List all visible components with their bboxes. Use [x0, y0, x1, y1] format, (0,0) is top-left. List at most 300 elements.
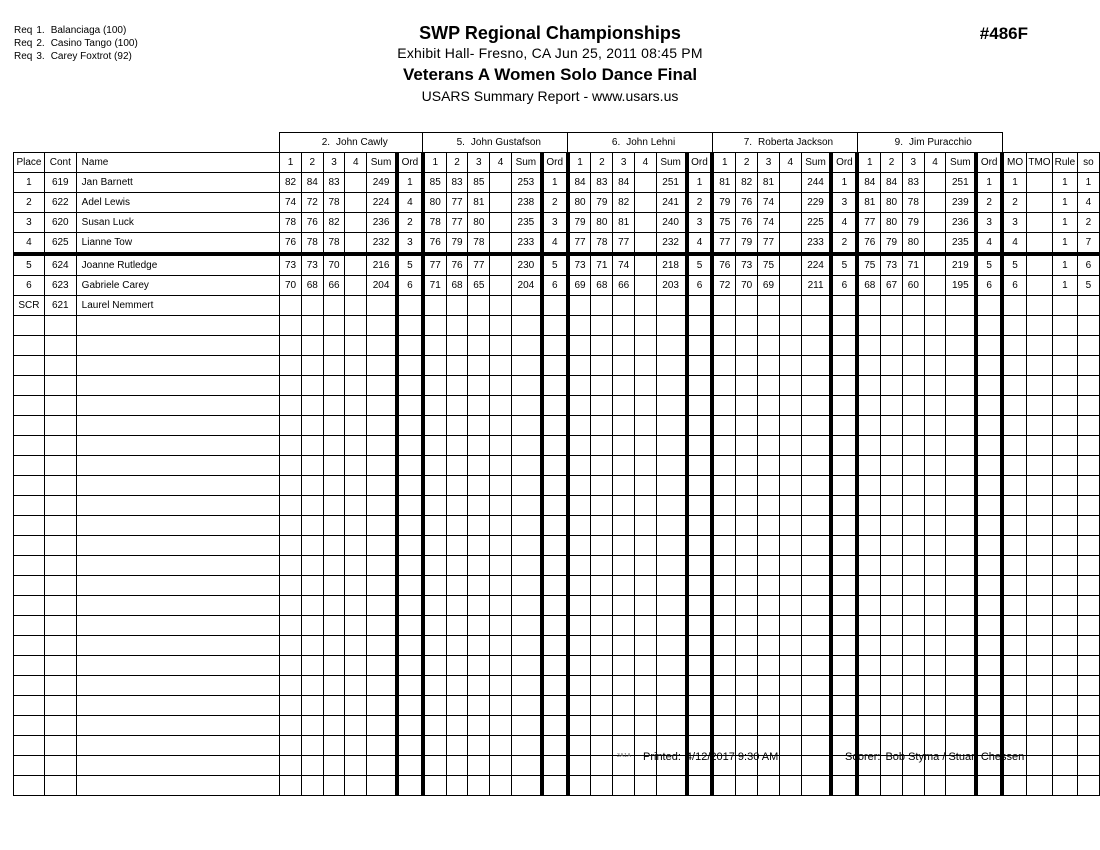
- cell-skater-name: Jan Barnett: [76, 173, 279, 193]
- cell-j5-ord: [976, 476, 1002, 496]
- cell-j3-score-4: [635, 173, 657, 193]
- cell-j3-sum: [656, 376, 686, 396]
- cell-mo: 1: [1002, 173, 1026, 193]
- cell-j1-sum: 204: [367, 276, 397, 296]
- cell-j2-score-3: [468, 436, 490, 456]
- col-header-j1-2: 2: [301, 153, 323, 173]
- cell-tmo: [1026, 173, 1052, 193]
- cell-j2-score-4: [490, 233, 512, 255]
- cell-j1-score-4: [345, 656, 367, 676]
- requirement-text: Carey Foxtrot (92): [50, 51, 132, 62]
- cell-tmo: [1026, 376, 1052, 396]
- cell-j4-score-4: [779, 736, 801, 756]
- judge-banner-spacer-place: [14, 133, 45, 153]
- cell-j1-score-4: [345, 193, 367, 213]
- cell-j3-ord: [687, 436, 713, 456]
- cell-j4-score-1: [712, 556, 735, 576]
- col-header-cont: Cont: [44, 153, 76, 173]
- cell-j1-score-1: [280, 336, 302, 356]
- cell-tmo: [1026, 716, 1052, 736]
- cell-j2-score-3: 77: [468, 254, 490, 276]
- cell-j3-score-4: [635, 596, 657, 616]
- cell-j4-score-2: [736, 496, 758, 516]
- cell-j3-sum: [656, 496, 686, 516]
- cell-j3-score-4: [635, 636, 657, 656]
- cell-j2-sum: 235: [511, 213, 541, 233]
- cell-j4-score-4: [779, 776, 801, 796]
- cell-j2-score-3: [468, 496, 490, 516]
- cell-j1-score-4: [345, 676, 367, 696]
- cell-j1-score-2: [301, 476, 323, 496]
- cell-j2-score-2: [446, 396, 468, 416]
- cell-j3-score-4: [635, 336, 657, 356]
- cell-j5-ord: [976, 516, 1002, 536]
- cell-j5-sum: [946, 636, 976, 656]
- cell-j2-score-3: [468, 776, 490, 796]
- table-row-blank: [14, 696, 1100, 716]
- cell-j4-sum: 211: [801, 276, 831, 296]
- cell-j2-sum: [511, 396, 541, 416]
- cell-j2-score-3: [468, 716, 490, 736]
- cell-j4-score-3: 69: [758, 276, 780, 296]
- cell-j5-score-4: [924, 636, 946, 656]
- cell-rule: [1052, 676, 1077, 696]
- cell-tmo: [1026, 456, 1052, 476]
- cell-j1-score-1: [280, 516, 302, 536]
- cell-j4-score-2: [736, 316, 758, 336]
- cell-j3-ord: 3: [687, 213, 713, 233]
- cell-j1-score-1: [280, 616, 302, 636]
- form-code: 3A1A: [617, 753, 632, 759]
- col-header-j2-ord: Ord: [542, 153, 568, 173]
- cell-j3-score-1: [568, 616, 591, 636]
- cell-j2-ord: [542, 496, 568, 516]
- cell-j2-ord: [542, 576, 568, 596]
- cell-j3-ord: [687, 636, 713, 656]
- cell-j1-score-4: [345, 276, 367, 296]
- cell-mo: 3: [1002, 213, 1026, 233]
- cell-j3-ord: [687, 496, 713, 516]
- table-row-blank: [14, 316, 1100, 336]
- cell-j1-score-4: [345, 436, 367, 456]
- cell-j4-ord: [831, 576, 857, 596]
- cell-j2-score-4: [490, 576, 512, 596]
- col-header-j3-sum: Sum: [656, 153, 686, 173]
- cell-skater-name: [76, 476, 279, 496]
- cell-skater-name: [76, 696, 279, 716]
- cell-contestant-number: [44, 716, 76, 736]
- cell-j5-score-1: [857, 516, 880, 536]
- cell-tmo: [1026, 356, 1052, 376]
- cell-tmo: [1026, 556, 1052, 576]
- table-row: [14, 233, 1100, 255]
- cell-j2-score-2: [446, 696, 468, 716]
- cell-j5-score-3: 83: [902, 173, 924, 193]
- cell-place: [14, 336, 45, 356]
- cell-j3-score-3: [613, 456, 635, 476]
- cell-j5-score-4: [924, 296, 946, 316]
- cell-rule: [1052, 516, 1077, 536]
- cell-j2-sum: 204: [511, 276, 541, 296]
- cell-j2-score-1: [423, 376, 446, 396]
- cell-j5-score-3: [902, 376, 924, 396]
- cell-j4-score-3: [758, 316, 780, 336]
- cell-j1-sum: [367, 316, 397, 336]
- cell-skater-name: [76, 396, 279, 416]
- table-row-blank: [14, 376, 1100, 396]
- cell-j3-ord: [687, 616, 713, 636]
- cell-j2-ord: [542, 696, 568, 716]
- cell-j3-score-4: [635, 233, 657, 255]
- cell-j1-ord: 4: [397, 193, 423, 213]
- cell-j5-score-1: [857, 776, 880, 796]
- cell-j4-score-1: [712, 396, 735, 416]
- cell-contestant-number: [44, 396, 76, 416]
- cell-place: 4: [14, 233, 45, 255]
- cell-j2-ord: [542, 676, 568, 696]
- requirement-number: 2.: [36, 38, 45, 49]
- cell-j1-score-4: [345, 716, 367, 736]
- judge-banner-row: [14, 133, 1100, 153]
- cell-j5-score-3: [902, 676, 924, 696]
- cell-j4-sum: [801, 296, 831, 316]
- cell-j3-score-1: [568, 496, 591, 516]
- cell-j3-score-2: [591, 756, 613, 776]
- table-row: [14, 254, 1100, 276]
- cell-j2-sum: [511, 636, 541, 656]
- cell-j4-score-1: [712, 416, 735, 436]
- cell-j2-score-3: [468, 356, 490, 376]
- cell-j5-score-4: [924, 616, 946, 636]
- cell-j2-score-2: [446, 356, 468, 376]
- cell-j2-score-1: [423, 456, 446, 476]
- cell-j3-ord: 1: [687, 173, 713, 193]
- cell-j4-score-2: [736, 436, 758, 456]
- cell-j4-score-1: [712, 316, 735, 336]
- cell-contestant-number: [44, 736, 76, 756]
- cell-j1-score-1: 70: [280, 276, 302, 296]
- cell-j2-score-2: 83: [446, 173, 468, 193]
- cell-j4-sum: [801, 456, 831, 476]
- cell-place: [14, 436, 45, 456]
- cell-so: [1077, 376, 1099, 396]
- cell-tmo: [1026, 576, 1052, 596]
- event-venue-datetime: Exhibit Hall- Fresno, CA Jun 25, 2011 08:45 PM: [397, 45, 703, 61]
- cell-j1-sum: [367, 716, 397, 736]
- cell-j4-score-1: [712, 716, 735, 736]
- cell-j5-score-4: [924, 776, 946, 796]
- cell-j5-score-2: 80: [881, 193, 903, 213]
- cell-j5-score-1: [857, 556, 880, 576]
- cell-j3-score-4: [635, 476, 657, 496]
- cell-j1-score-2: [301, 416, 323, 436]
- col-header-j1-1: 1: [280, 153, 302, 173]
- cell-j3-score-1: [568, 316, 591, 336]
- cell-j4-ord: [831, 296, 857, 316]
- cell-j5-score-3: [902, 356, 924, 376]
- cell-j4-score-2: 73: [736, 254, 758, 276]
- cell-j2-score-1: [423, 356, 446, 376]
- cell-place: SCR: [14, 296, 45, 316]
- cell-j1-score-3: 82: [323, 213, 345, 233]
- cell-j3-score-4: [635, 536, 657, 556]
- cell-j5-score-4: [924, 356, 946, 376]
- cell-j4-sum: [801, 596, 831, 616]
- cell-tmo: [1026, 316, 1052, 336]
- cell-j2-score-2: [446, 516, 468, 536]
- cell-skater-name: [76, 556, 279, 576]
- cell-j5-score-4: [924, 656, 946, 676]
- cell-j3-score-2: [591, 696, 613, 716]
- cell-contestant-number: [44, 576, 76, 596]
- cell-j1-score-4: [345, 316, 367, 336]
- cell-j1-score-2: [301, 756, 323, 776]
- cell-j5-sum: [946, 516, 976, 536]
- cell-j2-ord: 4: [542, 233, 568, 255]
- cell-j3-ord: [687, 716, 713, 736]
- cell-j2-ord: [542, 336, 568, 356]
- cell-j1-score-4: [345, 376, 367, 396]
- cell-j2-ord: [542, 456, 568, 476]
- cell-j1-ord: [397, 396, 423, 416]
- cell-so: [1077, 556, 1099, 576]
- cell-j2-score-2: [446, 656, 468, 676]
- cell-mo: [1002, 396, 1026, 416]
- cell-j4-score-2: [736, 456, 758, 476]
- cell-j3-score-1: [568, 596, 591, 616]
- cell-j1-score-3: [323, 396, 345, 416]
- cell-rule: [1052, 556, 1077, 576]
- cell-j5-score-3: [902, 456, 924, 476]
- cell-tmo: [1026, 254, 1052, 276]
- cell-j5-ord: [976, 496, 1002, 516]
- cell-j1-ord: 2: [397, 213, 423, 233]
- cell-j5-ord: [976, 596, 1002, 616]
- cell-j4-score-2: [736, 676, 758, 696]
- cell-j2-sum: [511, 456, 541, 476]
- judge-header-1: [280, 133, 423, 153]
- cell-j4-score-4: [779, 676, 801, 696]
- cell-j4-score-4: [779, 416, 801, 436]
- table-row-blank: [14, 416, 1100, 436]
- cell-j5-score-3: [902, 696, 924, 716]
- cell-j5-sum: [946, 616, 976, 636]
- cell-j3-score-2: [591, 436, 613, 456]
- event-title: SWP Regional Championships: [419, 23, 681, 43]
- cell-j5-ord: [976, 656, 1002, 676]
- judge-number: 2.: [321, 137, 331, 148]
- cell-j3-score-1: [568, 696, 591, 716]
- cell-place: 5: [14, 254, 45, 276]
- cell-j4-score-1: 75: [712, 213, 735, 233]
- cell-j3-score-2: 83: [591, 173, 613, 193]
- cell-j2-score-4: [490, 376, 512, 396]
- cell-j1-sum: [367, 416, 397, 436]
- cell-j2-score-4: [490, 556, 512, 576]
- cell-j4-score-4: [779, 696, 801, 716]
- cell-j2-score-4: [490, 636, 512, 656]
- cell-skater-name: [76, 316, 279, 336]
- cell-contestant-number: 623: [44, 276, 76, 296]
- cell-j4-sum: 244: [801, 173, 831, 193]
- cell-j3-score-1: [568, 556, 591, 576]
- cell-j3-sum: [656, 616, 686, 636]
- cell-j1-ord: 1: [397, 173, 423, 193]
- cell-j1-score-4: [345, 416, 367, 436]
- cell-j1-score-2: [301, 696, 323, 716]
- table-row-blank: [14, 616, 1100, 636]
- cell-j4-score-3: [758, 376, 780, 396]
- cell-j4-sum: [801, 756, 831, 776]
- cell-j2-score-1: 85: [423, 173, 446, 193]
- cell-j4-ord: [831, 536, 857, 556]
- cell-rule: [1052, 656, 1077, 676]
- table-row-blank: [14, 596, 1100, 616]
- cell-j1-score-3: 78: [323, 193, 345, 213]
- cell-j3-score-3: 77: [613, 233, 635, 255]
- cell-j4-ord: [831, 416, 857, 436]
- cell-j5-score-3: [902, 616, 924, 636]
- cell-j4-score-4: [779, 716, 801, 736]
- cell-j4-score-3: [758, 556, 780, 576]
- cell-j4-ord: [831, 696, 857, 716]
- cell-j1-score-2: [301, 316, 323, 336]
- judge-name: John Gustafson: [470, 137, 541, 148]
- cell-j5-score-2: [881, 616, 903, 636]
- cell-j4-sum: [801, 716, 831, 736]
- cell-j5-sum: [946, 396, 976, 416]
- cell-j2-ord: [542, 516, 568, 536]
- cell-j2-ord: [542, 656, 568, 676]
- cell-j5-score-2: [881, 496, 903, 516]
- cell-j5-score-4: [924, 396, 946, 416]
- cell-j2-sum: [511, 756, 541, 776]
- cell-j5-score-1: [857, 396, 880, 416]
- cell-skater-name: [76, 596, 279, 616]
- cell-j2-score-2: [446, 496, 468, 516]
- cell-j2-ord: [542, 476, 568, 496]
- cell-j2-score-3: [468, 596, 490, 616]
- cell-j3-sum: [656, 436, 686, 456]
- cell-mo: 4: [1002, 233, 1026, 255]
- cell-j1-ord: [397, 676, 423, 696]
- cell-j3-score-1: [568, 356, 591, 376]
- cell-j2-ord: [542, 536, 568, 556]
- scorer-value: Bob Styma / Stuart Chessen: [885, 751, 1025, 763]
- cell-contestant-number: [44, 496, 76, 516]
- judge-header-4: [712, 133, 857, 153]
- cell-j5-score-4: [924, 716, 946, 736]
- cell-j5-score-3: 78: [902, 193, 924, 213]
- cell-j5-score-2: [881, 556, 903, 576]
- cell-j1-score-1: [280, 636, 302, 656]
- cell-contestant-number: [44, 696, 76, 716]
- cell-j2-sum: 230: [511, 254, 541, 276]
- cell-j4-score-1: 77: [712, 233, 735, 255]
- cell-j4-score-2: 76: [736, 213, 758, 233]
- table-row: [14, 173, 1100, 193]
- cell-place: [14, 476, 45, 496]
- cell-j4-ord: [831, 376, 857, 396]
- cell-skater-name: Adel Lewis: [76, 193, 279, 213]
- cell-j3-score-3: 84: [613, 173, 635, 193]
- cell-j1-sum: [367, 356, 397, 376]
- cell-place: [14, 636, 45, 656]
- cell-mo: 2: [1002, 193, 1026, 213]
- cell-j5-score-4: [924, 173, 946, 193]
- cell-j5-ord: 2: [976, 193, 1002, 213]
- cell-rule: [1052, 616, 1077, 636]
- cell-j5-score-3: [902, 436, 924, 456]
- cell-j5-sum: 239: [946, 193, 976, 213]
- cell-j2-score-1: [423, 496, 446, 516]
- cell-rule: 1: [1052, 233, 1077, 255]
- cell-j1-score-4: [345, 173, 367, 193]
- cell-j5-ord: [976, 716, 1002, 736]
- cell-j2-score-1: [423, 296, 446, 316]
- cell-skater-name: [76, 676, 279, 696]
- cell-j2-sum: [511, 296, 541, 316]
- cell-j4-score-4: [779, 636, 801, 656]
- cell-tmo: [1026, 336, 1052, 356]
- cell-j4-ord: [831, 436, 857, 456]
- cell-tmo: [1026, 396, 1052, 416]
- cell-j1-score-2: 73: [301, 254, 323, 276]
- cell-j5-score-3: [902, 296, 924, 316]
- cell-j4-ord: [831, 596, 857, 616]
- cell-j5-score-1: [857, 696, 880, 716]
- cell-j4-score-1: [712, 536, 735, 556]
- cell-j1-score-4: [345, 516, 367, 536]
- cell-j3-score-4: [635, 254, 657, 276]
- cell-j2-sum: 238: [511, 193, 541, 213]
- cell-j1-score-2: [301, 636, 323, 656]
- cell-place: [14, 776, 45, 796]
- cell-tmo: [1026, 596, 1052, 616]
- cell-j1-sum: [367, 696, 397, 716]
- cell-j5-ord: [976, 676, 1002, 696]
- cell-j4-score-2: [736, 376, 758, 396]
- col-header-name: Name: [76, 153, 279, 173]
- cell-skater-name: [76, 356, 279, 376]
- cell-tmo: [1026, 616, 1052, 636]
- cell-j2-ord: [542, 356, 568, 376]
- cell-j2-score-4: [490, 516, 512, 536]
- cell-j2-score-1: [423, 396, 446, 416]
- col-header-mo: MO: [1002, 153, 1026, 173]
- cell-rule: [1052, 696, 1077, 716]
- cell-j4-ord: [831, 676, 857, 696]
- cell-rule: [1052, 636, 1077, 656]
- table-row-blank: [14, 396, 1100, 416]
- cell-place: 1: [14, 173, 45, 193]
- cell-so: [1077, 316, 1099, 336]
- cell-skater-name: [76, 416, 279, 436]
- cell-j4-score-1: 81: [712, 173, 735, 193]
- cell-j3-score-3: [613, 316, 635, 336]
- cell-j5-score-2: 80: [881, 213, 903, 233]
- cell-j4-sum: 225: [801, 213, 831, 233]
- cell-j4-score-1: [712, 476, 735, 496]
- cell-j1-score-2: [301, 736, 323, 756]
- cell-j3-score-3: [613, 376, 635, 396]
- cell-j2-sum: [511, 416, 541, 436]
- cell-j5-ord: [976, 356, 1002, 376]
- cell-j3-score-3: [613, 676, 635, 696]
- cell-j5-ord: [976, 556, 1002, 576]
- cell-j1-score-1: [280, 716, 302, 736]
- cell-j4-ord: [831, 636, 857, 656]
